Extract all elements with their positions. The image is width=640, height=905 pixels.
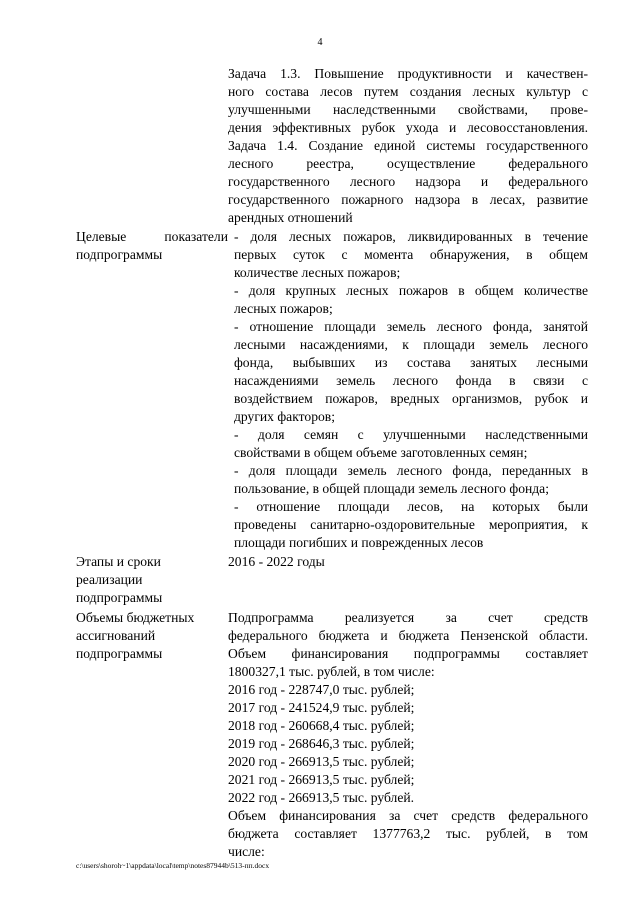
text-line: лесными насаждениями, к площади земель лесного	[234, 337, 588, 352]
indicators-label	[76, 228, 234, 552]
budget-row	[76, 609, 588, 861]
text-line: ного состава лесов путем создания лесных культур с	[228, 84, 588, 99]
text-line: реализации	[76, 572, 143, 587]
indicators-row	[76, 228, 588, 552]
text-line: ассигнований	[76, 628, 156, 643]
text-line: подпрограммы	[76, 247, 163, 262]
text-line: дения эффективных рубок ухода и лесовосстановления.	[228, 120, 588, 135]
text-line: лесных пожаров;	[234, 301, 333, 316]
text-line: воздействием пожаров, вредных организмов, рубок и	[234, 391, 588, 406]
tasks-content	[228, 65, 588, 227]
text-line: первых суток с момента обнаружения, в общем	[234, 247, 588, 262]
text-line: - отношение площади земель лесного фонда, занятой	[234, 319, 588, 334]
text-line: - доля площади земель лесного фонда, переданных в	[234, 463, 588, 478]
text-line: числе:	[228, 844, 265, 859]
text-line: пользование, в общей площади земель лесного фонда;	[234, 481, 549, 496]
text-line: фонда, выбывших из состава занятых лесными	[234, 355, 588, 370]
stages-row	[76, 553, 588, 607]
text-line: площади погибших и поврежденных лесов	[234, 535, 484, 550]
text-line: Объем финансирования за счет средств федерального	[228, 808, 588, 823]
text-line: свойствами в общем объеме заготовленных семян;	[234, 445, 528, 460]
page-number: 4	[317, 37, 323, 48]
text-line: Задача 1.4. Создание единой системы государственного	[228, 138, 588, 153]
indicators-content	[234, 228, 588, 552]
text-line: федерального бюджета и бюджета Пензенской области.	[228, 628, 588, 643]
text-line: количестве лесных пожаров;	[234, 265, 401, 280]
text-line: - доля семян с улучшенными наследственными	[234, 427, 588, 442]
text-line: 2020 год - 266913,5 тыс. рублей;	[228, 754, 415, 769]
text-line: государственного пожарного надзора в лесах, развитие	[228, 192, 588, 207]
text-line: - отношение площади лесов, на которых были	[234, 499, 588, 514]
text-line: 2019 год - 268646,3 тыс. рублей;	[228, 736, 415, 751]
text-line: 1800327,1 тыс. рублей, в том числе:	[228, 664, 435, 679]
stages-content	[228, 553, 588, 607]
stages-label	[76, 553, 228, 607]
text-line: лесного реестра, осуществление федерального	[228, 156, 588, 171]
text-line: 2016 - 2022 годы	[228, 554, 325, 569]
text-line: Объем финансирования подпрограммы составляет	[228, 646, 588, 661]
text-line: - доля крупных лесных пожаров в общем количестве	[234, 283, 588, 298]
text-line: 2022 год - 266913,5 тыс. рублей.	[228, 790, 415, 805]
budget-label	[76, 609, 228, 861]
tasks-label	[76, 65, 228, 227]
text-line: 2017 год - 241524,9 тыс. рублей;	[228, 700, 415, 715]
text-line: подпрограммы	[76, 590, 163, 605]
text-line: арендных отношений	[228, 210, 353, 225]
passport-table	[76, 65, 588, 861]
text-line: насаждениями земель лесного фонда в связи с	[234, 373, 588, 388]
text-line: подпрограммы	[76, 646, 163, 661]
budget-content	[228, 609, 588, 861]
text-line: проведены санитарно-оздоровительные мероприятия, к	[234, 517, 588, 532]
text-line: 2016 год - 228747,0 тыс. рублей;	[228, 682, 415, 697]
text-line: - доля лесных пожаров, ликвидированных в течение	[234, 229, 588, 244]
text-line: Подпрограмма реализуется за счет средств	[228, 610, 588, 625]
text-line: улучшенными наследственными свойствами, прове-	[228, 102, 588, 117]
text-line: Объемы бюджетных	[76, 610, 195, 625]
text-line: Этапы и сроки	[76, 554, 161, 569]
text-line: бюджета составляет 1377763,2 тыс. рублей, в том	[228, 826, 588, 841]
text-line: 2021 год - 266913,5 тыс. рублей;	[228, 772, 415, 787]
file-path-footer: c:\users\shoroh~1\appdata\local\temp\notes87944b\513-пп.docx	[76, 861, 270, 870]
text-line: 2018 год - 260668,4 тыс. рублей;	[228, 718, 415, 733]
text-line: Целевые показатели	[76, 229, 228, 244]
text-line: других факторов;	[234, 409, 335, 424]
text-line: Задача 1.3. Повышение продуктивности и качествен-	[228, 66, 588, 81]
tasks-row	[76, 65, 588, 227]
text-line: государственного лесного надзора и федерального	[228, 174, 588, 189]
